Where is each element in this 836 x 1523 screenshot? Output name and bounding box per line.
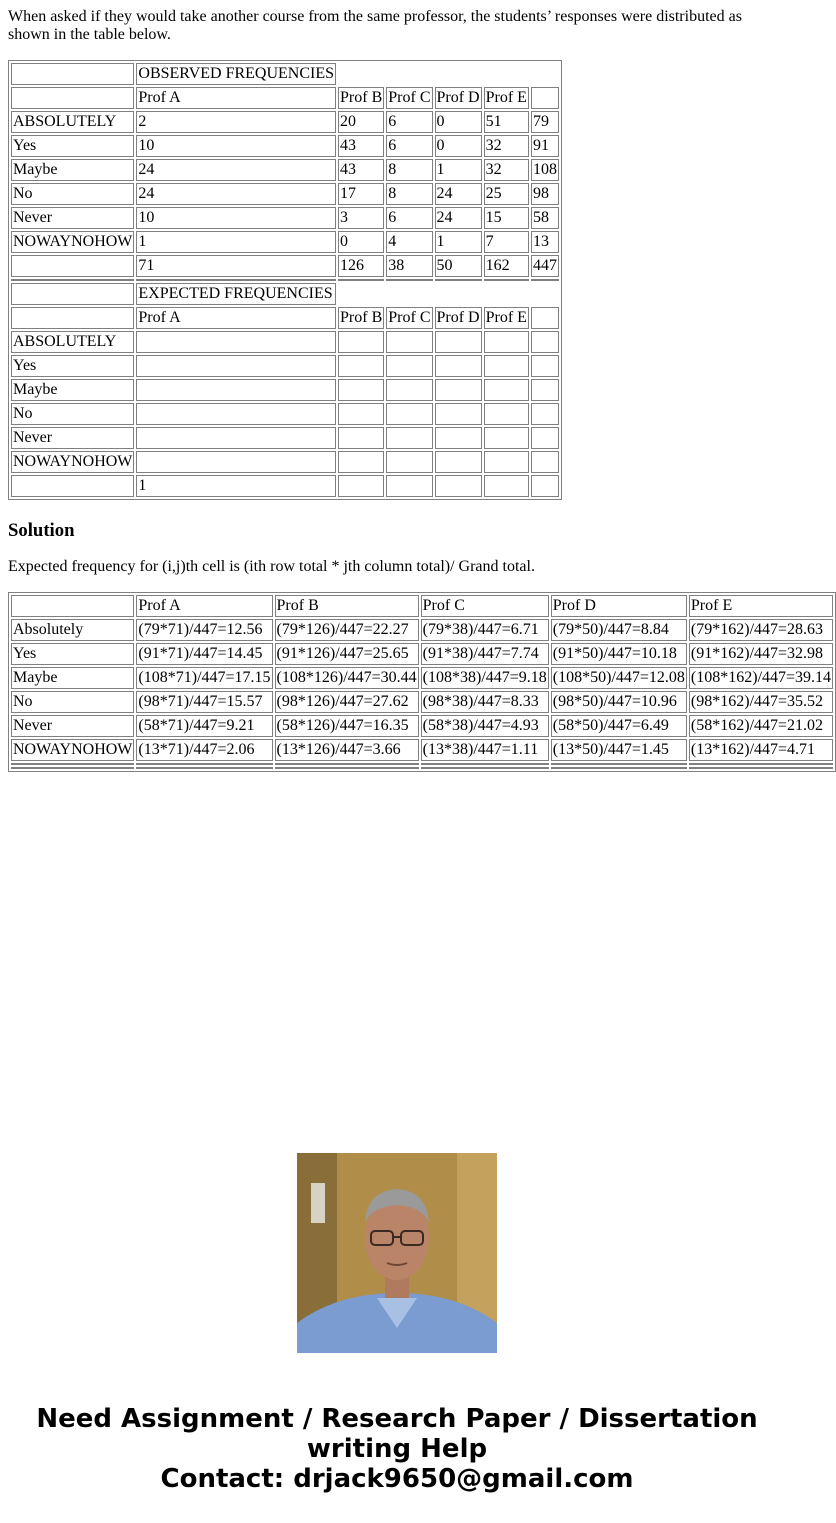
solution-cell: (98*38)/447=8.33 — [421, 691, 549, 713]
expected-row — [11, 379, 559, 401]
solution-row — [11, 715, 833, 737]
expected-cell — [531, 403, 559, 425]
observed-cell: 50 — [435, 255, 482, 277]
spacer-cell — [386, 279, 432, 281]
observed-spacer-row — [11, 279, 559, 281]
expected-cell — [531, 451, 559, 473]
expected-cell — [338, 475, 384, 497]
row-label: Maybe — [11, 379, 134, 401]
spacer-cell — [338, 279, 384, 281]
solution-cell: (58*71)/447=9.21 — [136, 715, 272, 737]
observed-header-row — [11, 87, 559, 109]
solution-cell: (79*38)/447=6.71 — [421, 619, 549, 641]
observed-cell: 15 — [484, 207, 529, 229]
banner-line-3: Contact: drjack9650@gmail.com — [160, 1464, 634, 1494]
observed-cell: 108 — [531, 159, 559, 181]
expected-cell — [338, 427, 384, 449]
solution-col-header: Prof C — [421, 595, 549, 617]
row-label: NOWAYNOHOW — [11, 451, 134, 473]
expected-col-header — [531, 307, 559, 329]
expected-cell — [435, 475, 482, 497]
observed-cell: 2 — [136, 111, 336, 133]
expected-row — [11, 427, 559, 449]
observed-row — [11, 159, 559, 181]
spacer-cell — [531, 279, 559, 281]
observed-cell: 10 — [136, 135, 336, 157]
expected-cell — [484, 403, 529, 425]
observed-cell: 43 — [338, 159, 384, 181]
observed-cell: 6 — [386, 135, 432, 157]
solution-col-header: Prof D — [551, 595, 687, 617]
observed-row — [11, 207, 559, 229]
spacer-cell — [136, 763, 272, 765]
solution-cell: (98*50)/447=10.96 — [551, 691, 687, 713]
expected-cell — [386, 451, 432, 473]
corner-cell — [11, 307, 134, 329]
expected-col-header: Prof E — [484, 307, 529, 329]
row-label: NOWAYNOHOW — [11, 231, 134, 253]
observed-cell: 3 — [338, 207, 384, 229]
corner-cell — [11, 87, 134, 109]
solution-cell: (108*126)/447=30.44 — [275, 667, 419, 689]
expected-title-row — [11, 283, 559, 305]
solution-cell: (91*38)/447=7.74 — [421, 643, 549, 665]
expected-cell — [386, 475, 432, 497]
observed-cell: 24 — [136, 159, 336, 181]
observed-title-row — [11, 63, 559, 85]
expected-cell — [531, 379, 559, 401]
row-label: ABSOLUTELY — [11, 331, 134, 353]
expected-cell — [484, 379, 529, 401]
solution-row — [11, 643, 833, 665]
expected-cell — [435, 331, 482, 353]
expected-cell — [338, 331, 384, 353]
spacer-cell — [275, 767, 419, 769]
solution-cell: (91*126)/447=25.65 — [275, 643, 419, 665]
solution-cell: (13*38)/447=1.11 — [421, 739, 549, 761]
observed-cell: 32 — [484, 159, 529, 181]
observed-cell: 38 — [386, 255, 432, 277]
observed-cell: 13 — [531, 231, 559, 253]
frequency-table — [8, 60, 562, 500]
observed-col-header: Prof A — [136, 87, 336, 109]
intro-text: When asked if they would take another course from the same professor, the students’ responses were distributed as shown in the table below. — [8, 8, 742, 43]
solution-cell: (13*162)/447=4.71 — [689, 739, 833, 761]
observed-cell: 17 — [338, 183, 384, 205]
solution-cell: (108*38)/447=9.18 — [421, 667, 549, 689]
row-label: Yes — [11, 355, 134, 377]
banner-line-1: Need Assignment / Research Paper / Dissertation — [36, 1404, 758, 1434]
expected-cell — [386, 355, 432, 377]
observed-col-header: Prof C — [386, 87, 432, 109]
solution-cell: (91*71)/447=14.45 — [136, 643, 272, 665]
spacer-cell — [275, 763, 419, 765]
observed-cell: 24 — [136, 183, 336, 205]
expected-cell — [531, 427, 559, 449]
observed-cell: 0 — [435, 135, 482, 157]
solution-cell: (13*50)/447=1.45 — [551, 739, 687, 761]
solution-heading: Solution — [8, 520, 75, 541]
observed-cell: 0 — [338, 231, 384, 253]
expected-cell — [136, 427, 336, 449]
solution-cell: (58*162)/447=21.02 — [689, 715, 833, 737]
observed-row — [11, 231, 559, 253]
expected-cell: 1 — [136, 475, 336, 497]
spacer-cell — [551, 767, 687, 769]
expected-row — [11, 475, 559, 497]
expected-cell — [484, 451, 529, 473]
expected-cell — [531, 355, 559, 377]
expected-col-header: Prof C — [386, 307, 432, 329]
expected-row — [11, 355, 559, 377]
solution-cell: (98*71)/447=15.57 — [136, 691, 272, 713]
expected-cell — [484, 355, 529, 377]
solution-col-header — [11, 595, 134, 617]
observed-cell: 447 — [531, 255, 559, 277]
spacer-cell — [551, 763, 687, 765]
expected-cell — [338, 355, 384, 377]
expected-row — [11, 451, 559, 473]
expected-cell — [484, 475, 529, 497]
expected-cell — [435, 403, 482, 425]
observed-cell: 162 — [484, 255, 529, 277]
spacer-cell — [689, 767, 833, 769]
observed-cell: 1 — [435, 159, 482, 181]
solution-method: Expected frequency for (i,j)th cell is (ith row total * jth column total)/ Grand total. — [8, 558, 535, 575]
expected-row — [11, 403, 559, 425]
expected-cell — [338, 379, 384, 401]
row-label: Never — [11, 207, 134, 229]
observed-cell: 71 — [136, 255, 336, 277]
row-label: Yes — [11, 643, 134, 665]
observed-cell: 126 — [338, 255, 384, 277]
row-label: Maybe — [11, 159, 134, 181]
solution-cell: (91*50)/447=10.18 — [551, 643, 687, 665]
expected-cell — [136, 379, 336, 401]
solution-row — [11, 739, 833, 761]
solution-col-header: Prof B — [275, 595, 419, 617]
solution-spacer-row — [11, 763, 833, 765]
solution-cell: (98*126)/447=27.62 — [275, 691, 419, 713]
solution-cell: (79*162)/447=28.63 — [689, 619, 833, 641]
spacer-cell — [136, 767, 272, 769]
expected-cell — [531, 475, 559, 497]
row-label: ABSOLUTELY — [11, 111, 134, 133]
row-label: NOWAYNOHOW — [11, 739, 134, 761]
expected-header-row — [11, 307, 559, 329]
observed-cell: 8 — [386, 159, 432, 181]
expected-cell — [136, 451, 336, 473]
solution-spacer-row — [11, 767, 833, 769]
solution-row — [11, 667, 833, 689]
observed-cell: 25 — [484, 183, 529, 205]
author-photo — [297, 1153, 497, 1353]
solution-row — [11, 619, 833, 641]
observed-row — [11, 183, 559, 205]
observed-row — [11, 255, 559, 277]
solution-cell: (58*126)/447=16.35 — [275, 715, 419, 737]
solution-cell: (108*162)/447=39.14 — [689, 667, 833, 689]
banner-line-2: writing Help — [306, 1434, 488, 1464]
solution-cell: (91*162)/447=32.98 — [689, 643, 833, 665]
observed-cell: 51 — [484, 111, 529, 133]
expected-cell — [386, 379, 432, 401]
observed-cell: 6 — [386, 111, 432, 133]
row-label: No — [11, 183, 134, 205]
solution-cell: (98*162)/447=35.52 — [689, 691, 833, 713]
row-label: Never — [11, 715, 134, 737]
observed-cell: 32 — [484, 135, 529, 157]
row-label: Maybe — [11, 667, 134, 689]
spacer-cell — [11, 767, 134, 769]
corner-cell — [11, 283, 134, 305]
row-label — [11, 475, 134, 497]
spacer-cell — [435, 279, 482, 281]
expected-cell — [338, 403, 384, 425]
solution-cell: (13*71)/447=2.06 — [136, 739, 272, 761]
expected-cell — [136, 403, 336, 425]
observed-cell: 1 — [136, 231, 336, 253]
expected-frequency-table — [8, 592, 836, 772]
solution-row — [11, 691, 833, 713]
solution-cell: (58*38)/447=4.93 — [421, 715, 549, 737]
expected-cell — [484, 331, 529, 353]
row-label — [11, 255, 134, 277]
author-photo-image — [297, 1153, 497, 1353]
observed-cell: 98 — [531, 183, 559, 205]
row-label: Never — [11, 427, 134, 449]
observed-cell: 91 — [531, 135, 559, 157]
solution-cell: (108*50)/447=12.08 — [551, 667, 687, 689]
observed-col-header: Prof E — [484, 87, 529, 109]
expected-cell — [386, 403, 432, 425]
expected-cell — [435, 379, 482, 401]
solution-cell: (79*50)/447=8.84 — [551, 619, 687, 641]
expected-row — [11, 331, 559, 353]
solution-cell: (108*71)/447=17.15 — [136, 667, 272, 689]
expected-cell — [484, 427, 529, 449]
spacer-cell — [421, 767, 549, 769]
spacer-cell — [689, 763, 833, 765]
corner-cell — [11, 63, 134, 85]
observed-row — [11, 111, 559, 133]
expected-cell — [435, 355, 482, 377]
observed-cell: 4 — [386, 231, 432, 253]
observed-cell: 7 — [484, 231, 529, 253]
observed-col-header: Prof B — [338, 87, 384, 109]
spacer-cell — [11, 279, 134, 281]
row-label: Absolutely — [11, 619, 134, 641]
spacer-cell — [136, 279, 336, 281]
row-label: No — [11, 691, 134, 713]
contact-banner — [0, 1404, 794, 1494]
observed-col-header — [531, 87, 559, 109]
expected-col-header: Prof B — [338, 307, 384, 329]
solution-cell: (58*50)/447=6.49 — [551, 715, 687, 737]
expected-cell — [338, 451, 384, 473]
spacer-cell — [484, 279, 529, 281]
observed-cell: 79 — [531, 111, 559, 133]
solution-header-row — [11, 595, 833, 617]
expected-cell — [435, 427, 482, 449]
expected-title: EXPECTED FREQUENCIES — [136, 283, 336, 305]
solution-col-header: Prof E — [689, 595, 833, 617]
spacer-cell — [421, 763, 549, 765]
spacer-cell — [11, 763, 134, 765]
observed-row — [11, 135, 559, 157]
observed-cell: 24 — [435, 207, 482, 229]
expected-cell — [386, 427, 432, 449]
row-label: Yes — [11, 135, 134, 157]
solution-cell: (13*126)/447=3.66 — [275, 739, 419, 761]
observed-cell: 58 — [531, 207, 559, 229]
observed-cell: 1 — [435, 231, 482, 253]
expected-cell — [386, 331, 432, 353]
observed-cell: 10 — [136, 207, 336, 229]
solution-col-header: Prof A — [136, 595, 272, 617]
solution-table-wrap — [8, 592, 832, 772]
expected-cell — [136, 331, 336, 353]
content — [8, 8, 832, 772]
expected-cell — [136, 355, 336, 377]
solution-cell: (79*71)/447=12.56 — [136, 619, 272, 641]
observed-col-header: Prof D — [435, 87, 482, 109]
observed-cell: 8 — [386, 183, 432, 205]
expected-cell — [531, 331, 559, 353]
row-label: No — [11, 403, 134, 425]
observed-cell: 20 — [338, 111, 384, 133]
expected-col-header: Prof A — [136, 307, 336, 329]
observed-cell: 24 — [435, 183, 482, 205]
solution-cell: (79*126)/447=22.27 — [275, 619, 419, 641]
expected-cell — [435, 451, 482, 473]
observed-cell: 43 — [338, 135, 384, 157]
expected-col-header: Prof D — [435, 307, 482, 329]
observed-cell: 0 — [435, 111, 482, 133]
observed-title: OBSERVED FREQUENCIES — [136, 63, 336, 85]
observed-cell: 6 — [386, 207, 432, 229]
